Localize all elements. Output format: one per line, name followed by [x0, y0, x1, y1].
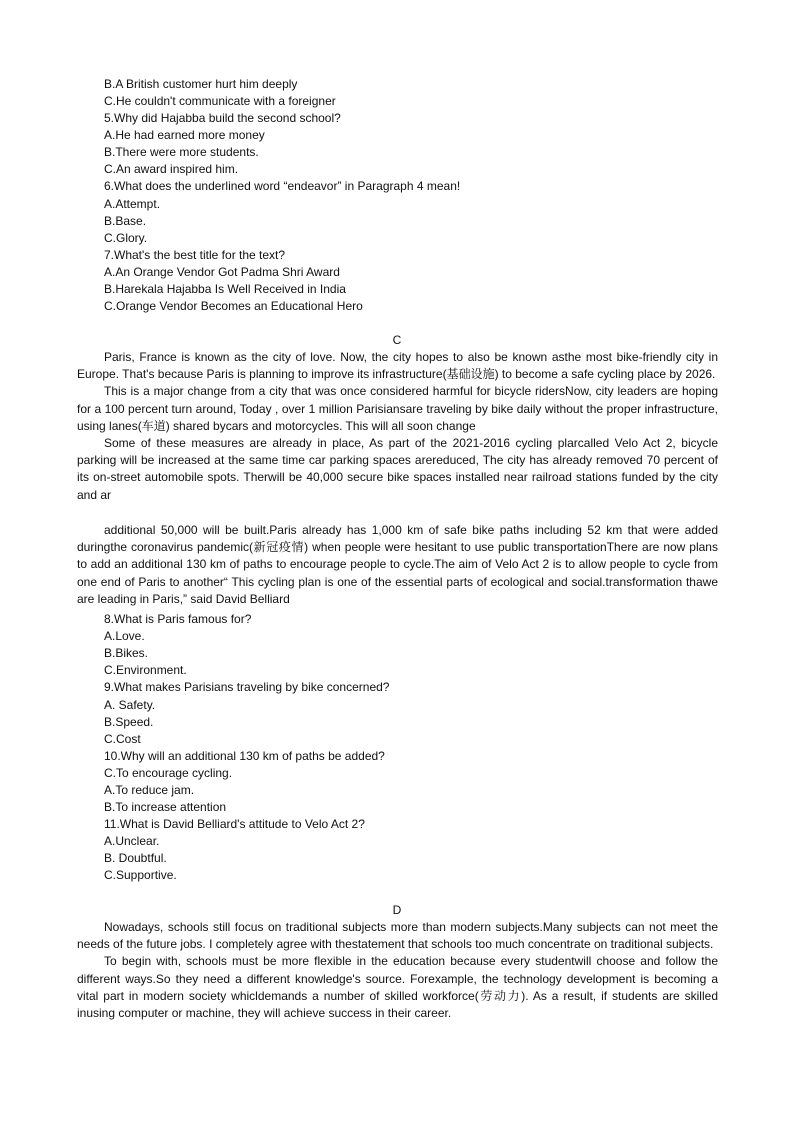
option-7a: A.An Orange Vendor Got Padma Shri Award	[104, 265, 340, 279]
passage-d-paragraph-1: Nowadays, schools still focus on traditional subjects more than modern subjects.Many subjects can not meet the needs of the future jobs. I completely agree with thestatement that schools too much concentrate on traditional subjects.	[77, 920, 718, 952]
option-11b: B. Doubtful.	[104, 851, 167, 865]
option-6b: B.Base.	[104, 214, 147, 228]
question-11: 11.What is David Belliard's attitude to Velo Act 2?	[104, 817, 365, 831]
question-8: 8.What is Paris famous for?	[104, 612, 252, 626]
question-5: 5.Why did Hajabba build the second school?	[104, 111, 341, 125]
passage-c-paragraph-1: Paris, France is known as the city of love. Now, the city hopes to also be known asthe most bike-friendly city in Europe. That's because Paris is planning to improve its infrastructure(基础设施) to become a safe cycling place by 2026.	[77, 350, 718, 382]
option-8c: C.Environment.	[104, 663, 187, 677]
option-11a: A.Unclear.	[104, 834, 160, 848]
passage-c-paragraph-3: Some of these measures are already in place, As part of the 2021-2016 cycling plarcalled Velo Act 2, bicycle parking will be increased at the same time car parking spaces arereduced, The city has already removed 70 percent of its on-street automobile spots. Therwill be 40,000 secure bike spaces installed near railroad stations funded by the city and ar	[77, 436, 718, 502]
option-7b: B.Harekala Hajabba Is Well Received in India	[104, 282, 346, 296]
question-6: 6.What does the underlined word “endeavor” in Paragraph 4 mean!	[104, 179, 461, 193]
option-10c: C.To encourage cycling.	[104, 766, 233, 780]
option-5c: C.An award inspired him.	[104, 162, 239, 176]
passage-d-paragraph-2: To begin with, schools must be more flexible in the education because every studentwill choose and follow the different ways.So they need a different knowledge's source. Forexample, the technology development is becoming a vital part in modern society whicldemands a number of skilled workforce(劳动力). As a result, if students are skilled inusing computer or machine, they will achieve success in their career.	[77, 954, 718, 1021]
option-10a: A.To reduce jam.	[104, 783, 195, 797]
option-8b: B.Bikes.	[104, 646, 149, 660]
section-d-heading: D	[392, 903, 402, 917]
option-4c: C.He couldn't communicate with a foreigner	[104, 94, 336, 108]
option-10b: B.To increase attention	[104, 800, 227, 814]
section-c-heading: C	[392, 333, 402, 347]
option-5b: B.There were more students.	[104, 145, 259, 159]
option-5a: A.He had earned more money	[104, 128, 265, 142]
option-7c: C.Orange Vendor Becomes an Educational Hero	[104, 299, 363, 313]
section-c-passage	[77, 349, 718, 504]
option-6c: C.Glory.	[104, 231, 148, 245]
passage-c-paragraph-4: additional 50,000 will be built.Paris already has 1,000 km of safe bike paths including 52 km that were added duringthe coronavirus pandemic(新冠疫情) when people were hesitant to use public transportationThere are now plans to add an additional 130 km of paths to encourage people to cycle.The aim of Velo Act 2 is to allow people to cycle from one end of Paris to another“ This cycling plan is one of the essential parts of ecological and social.transformation thawe are leading in Paris,” said David Belliard	[77, 523, 718, 606]
question-7: 7.What's the best title for the text?	[104, 248, 286, 262]
question-10: 10.Why will an additional 130 km of paths be added?	[104, 749, 385, 763]
option-8a: A.Love.	[104, 629, 145, 643]
question-9: 9.What makes Parisians traveling by bike concerned?	[104, 680, 390, 694]
option-6a: A.Attempt.	[104, 197, 161, 211]
section-d-passage	[77, 919, 718, 1022]
passage-c-paragraph-2: This is a major change from a city that was once considered harmful for bicycle ridersNow, city leaders are hoping for a 100 percent turn around, Today , over 1 million Parisiansare traveling by bike daily without the proper infrastructure, using lanes(车道) shared bycars and motorcycles. This will all soon change	[77, 384, 718, 433]
option-9c: C.Cost	[104, 732, 141, 746]
option-11c: C.Supportive.	[104, 868, 177, 882]
option-9a: A. Safety.	[104, 698, 156, 712]
option-4b: B.A British customer hurt him deeply	[104, 77, 298, 91]
option-9b: B.Speed.	[104, 715, 154, 729]
